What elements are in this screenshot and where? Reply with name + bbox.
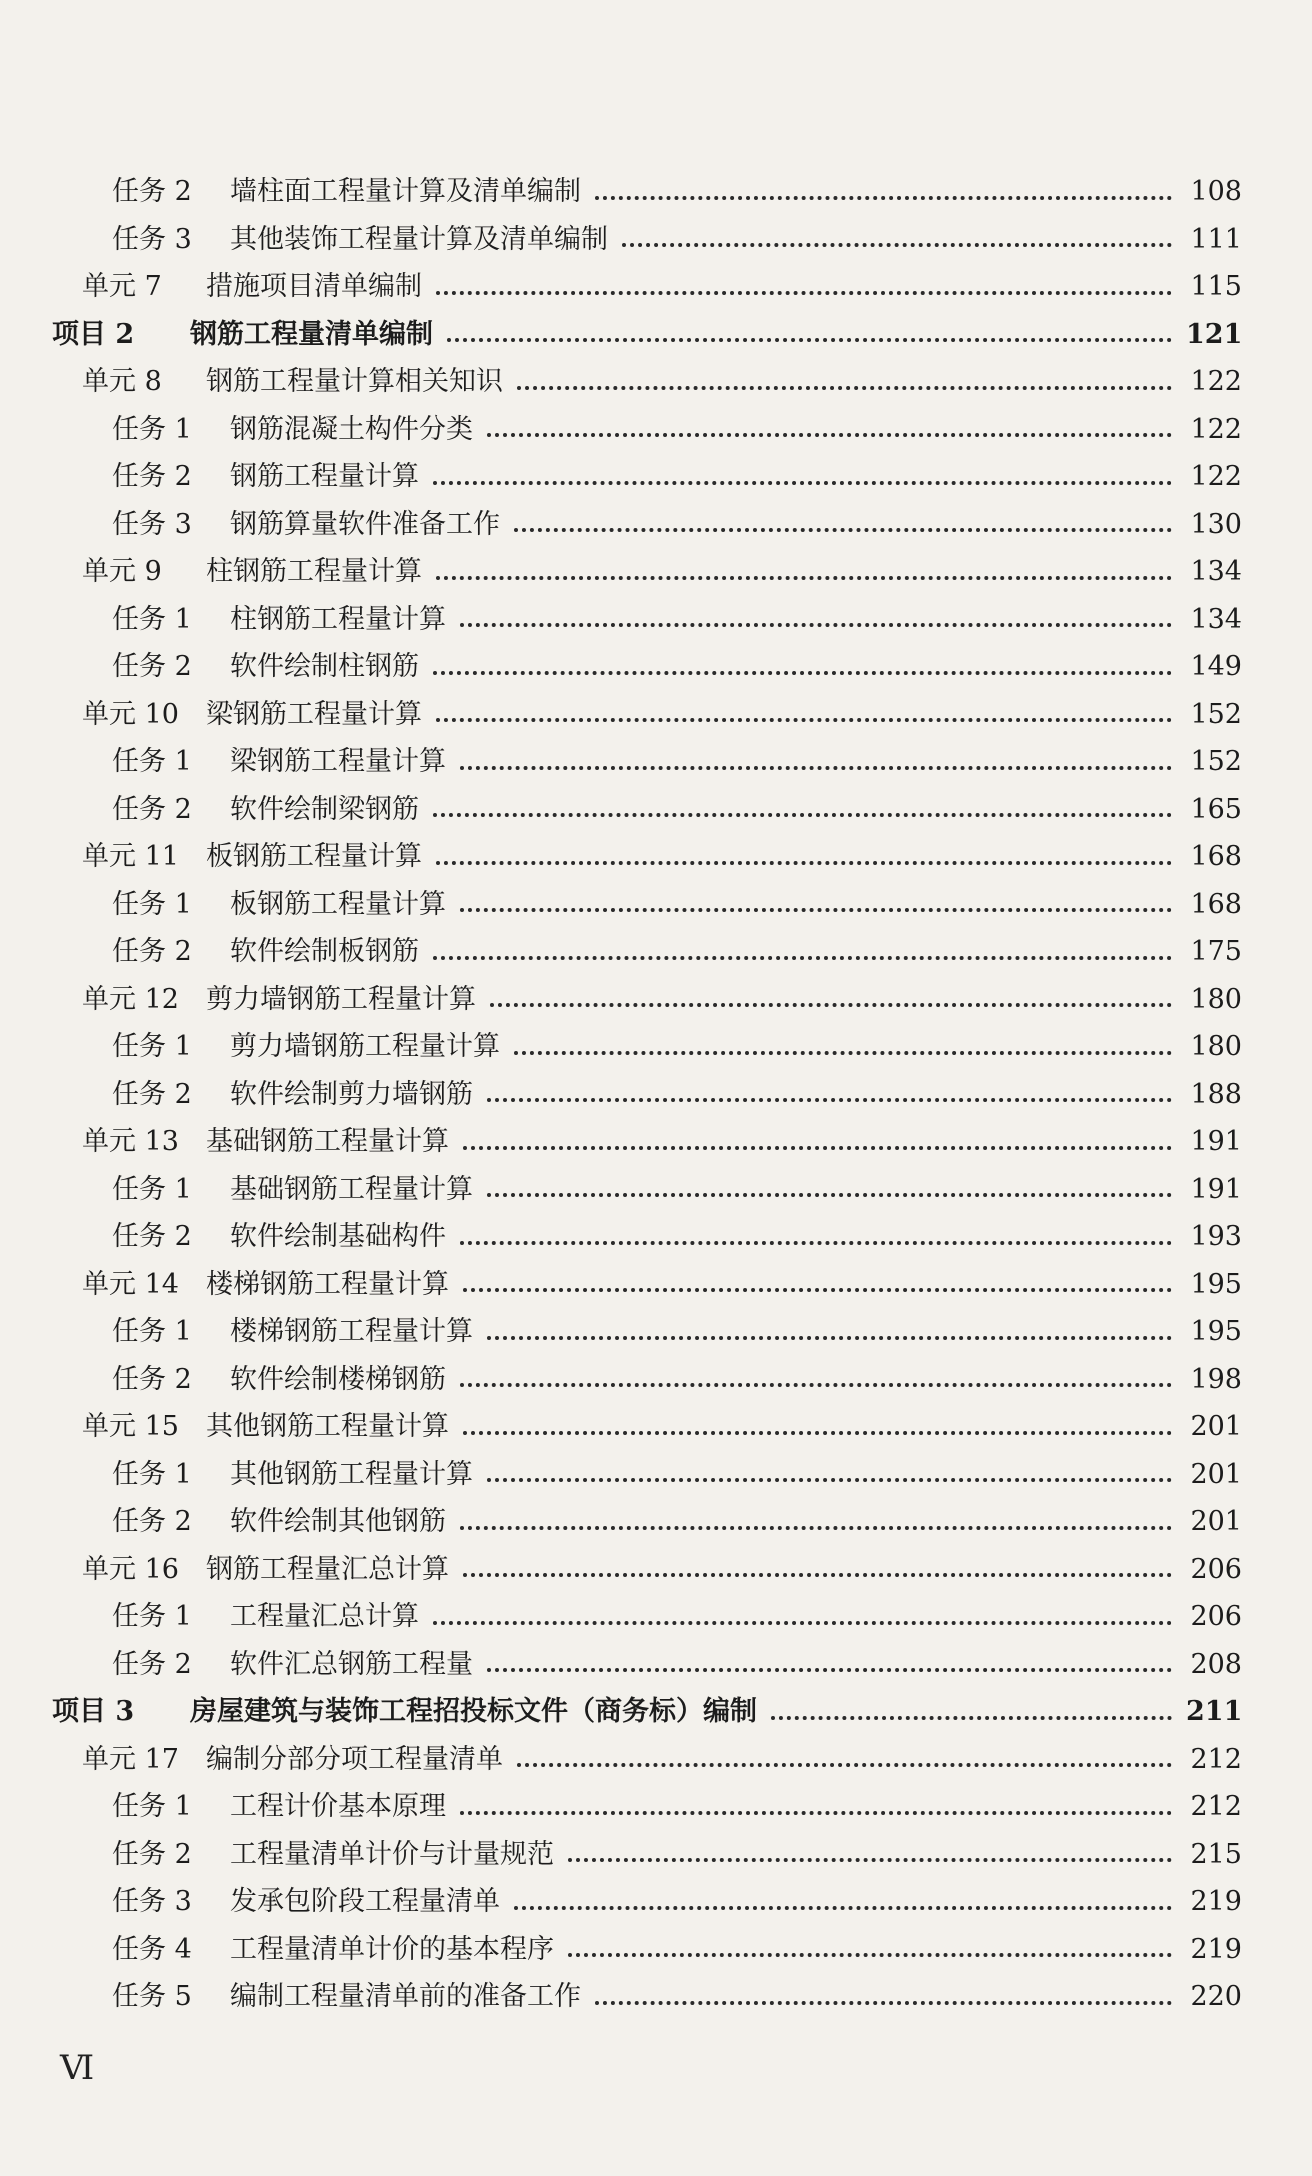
toc-entry-page-number: 188 — [1190, 1078, 1242, 1110]
dot-leader — [460, 1526, 1172, 1530]
toc-entry-unit — [0, 358, 1312, 406]
toc-entry-page-number: 122 — [1190, 413, 1242, 445]
dot-leader — [595, 196, 1172, 200]
toc-entry-title: 房屋建筑与装饰工程招投标文件（商务标）编制 — [190, 1696, 757, 1727]
toc-entry-label: 项目 2 — [52, 318, 135, 350]
toc-entry-title: 钢筋算量软件准备工作 — [230, 508, 500, 540]
toc-entry-label: 任务 2 — [112, 1838, 192, 1870]
toc-entry-task — [0, 738, 1312, 786]
toc-entry-title: 措施项目清单编制 — [206, 271, 422, 302]
toc-entry-page-number: 115 — [1190, 271, 1242, 302]
toc-entry-label: 任务 2 — [112, 1078, 192, 1110]
toc-entry-task — [0, 1498, 1312, 1546]
toc-entry-page-number: 149 — [1190, 651, 1242, 682]
toc-entry-label: 单元 14 — [82, 1268, 179, 1300]
toc-entry-label: 单元 10 — [82, 698, 179, 730]
toc-entry-label: 任务 1 — [112, 746, 192, 777]
toc-entry-task — [0, 1831, 1312, 1879]
toc-entry-label: 单元 12 — [82, 983, 179, 1015]
dot-leader — [490, 1003, 1172, 1007]
toc-entry-title: 软件绘制基础构件 — [230, 1221, 446, 1252]
toc-entry-title: 钢筋工程量计算相关知识 — [206, 366, 503, 397]
toc-entry-label: 任务 2 — [112, 1506, 192, 1537]
toc-entry-unit — [0, 548, 1312, 596]
toc-entry-task — [0, 1783, 1312, 1831]
toc-entry-title: 板钢筋工程量计算 — [230, 888, 446, 920]
toc-entry-label: 任务 3 — [112, 223, 192, 255]
dot-leader — [622, 243, 1172, 247]
toc-entry-page-number: 180 — [1190, 983, 1242, 1015]
dot-leader — [463, 1146, 1172, 1150]
dot-leader — [447, 338, 1172, 342]
toc-entry-task — [0, 1071, 1312, 1119]
toc-entry-page-number: 122 — [1190, 461, 1242, 492]
toc-entry-unit — [0, 976, 1312, 1024]
toc-entry-title: 剪力墙钢筋工程量计算 — [206, 983, 476, 1015]
toc-entry-label: 任务 2 — [112, 793, 192, 825]
toc-entry-page-number: 175 — [1190, 936, 1242, 967]
dot-leader — [463, 1288, 1172, 1292]
toc-entry-task — [0, 501, 1312, 549]
toc-entry-page-number: 195 — [1190, 1316, 1242, 1347]
dot-leader — [460, 766, 1172, 770]
dot-leader — [436, 291, 1172, 295]
toc-entry-task — [0, 1926, 1312, 1974]
toc-entry-label: 单元 8 — [82, 366, 162, 397]
toc-entry-project — [0, 311, 1312, 359]
toc-entry-label: 任务 2 — [112, 176, 192, 207]
toc-entry-unit — [0, 1546, 1312, 1594]
toc-entry-title: 软件绘制楼梯钢筋 — [230, 1363, 446, 1395]
toc-entry-label: 任务 2 — [112, 461, 192, 492]
toc-entry-label: 任务 3 — [112, 508, 192, 540]
dot-leader — [487, 1193, 1172, 1197]
toc-entry-title: 工程量汇总计算 — [230, 1601, 419, 1632]
toc-entry-page-number: 193 — [1190, 1221, 1242, 1252]
toc-entry-page-number: 201 — [1190, 1458, 1242, 1490]
toc-entry-page-number: 134 — [1190, 603, 1242, 635]
toc-entry-page-number: 152 — [1190, 698, 1242, 730]
toc-entry-title: 梁钢筋工程量计算 — [230, 746, 446, 777]
toc-entry-title: 其他钢筋工程量计算 — [230, 1458, 473, 1490]
toc-entry-task — [0, 1023, 1312, 1071]
toc-entry-task — [0, 1308, 1312, 1356]
dot-leader — [436, 718, 1172, 722]
toc-entry-unit — [0, 263, 1312, 311]
toc-entry-page-number: 122 — [1190, 366, 1242, 397]
toc-entry-unit — [0, 1403, 1312, 1451]
toc-entry-title: 钢筋工程量清单编制 — [190, 318, 433, 350]
toc-entry-task — [0, 216, 1312, 264]
dot-leader — [460, 1241, 1172, 1245]
toc-entry-page-number: 212 — [1190, 1743, 1242, 1775]
toc-entry-title: 发承包阶段工程量清单 — [230, 1886, 500, 1917]
dot-leader — [568, 1953, 1172, 1957]
toc-entry-page-number: 121 — [1186, 318, 1243, 350]
toc-entry-page-number: 201 — [1190, 1506, 1242, 1537]
toc-entry-title: 基础钢筋工程量计算 — [206, 1126, 449, 1157]
toc-entry-page-number: 195 — [1190, 1268, 1242, 1300]
toc-entry-page-number: 220 — [1190, 1981, 1242, 2012]
toc-entry-label: 任务 2 — [112, 1221, 192, 1252]
dot-leader — [568, 1858, 1172, 1862]
toc-entry-page-number: 152 — [1190, 746, 1242, 777]
dot-leader — [517, 386, 1172, 390]
toc-entry-label: 任务 1 — [112, 1173, 192, 1205]
toc-entry-title: 软件绘制剪力墙钢筋 — [230, 1078, 473, 1110]
toc-entry-task — [0, 881, 1312, 929]
toc-entry-label: 单元 17 — [82, 1743, 179, 1775]
toc-entry-page-number: 180 — [1190, 1031, 1242, 1062]
toc-entry-title: 软件绘制梁钢筋 — [230, 793, 419, 825]
toc-entry-unit — [0, 1736, 1312, 1784]
dot-leader — [463, 1573, 1172, 1577]
dot-leader — [463, 1431, 1172, 1435]
toc-entry-label: 任务 1 — [112, 603, 192, 635]
toc-entry-label: 任务 1 — [112, 1791, 192, 1822]
toc-entry-title: 编制工程量清单前的准备工作 — [230, 1981, 581, 2012]
dot-leader — [595, 2001, 1172, 2005]
toc-entry-label: 单元 16 — [82, 1553, 179, 1585]
toc-entry-page-number: 130 — [1190, 508, 1242, 540]
dot-leader — [436, 576, 1172, 580]
dot-leader — [460, 1811, 1172, 1815]
dot-leader — [433, 956, 1172, 960]
toc-entry-label: 单元 13 — [82, 1126, 179, 1157]
toc-entry-title: 基础钢筋工程量计算 — [230, 1173, 473, 1205]
toc-entry-unit — [0, 1261, 1312, 1309]
toc-entry-title: 软件绘制其他钢筋 — [230, 1506, 446, 1537]
toc-entry-title: 软件汇总钢筋工程量 — [230, 1648, 473, 1680]
toc-entry-label: 项目 3 — [52, 1696, 135, 1727]
toc-entry-task — [0, 1593, 1312, 1641]
toc-entry-title: 板钢筋工程量计算 — [206, 841, 422, 872]
toc-entry-title: 钢筋工程量汇总计算 — [206, 1553, 449, 1585]
toc-entry-page-number: 215 — [1190, 1838, 1242, 1870]
toc-entry-task — [0, 1878, 1312, 1926]
toc-entry-page-number: 198 — [1190, 1363, 1242, 1395]
dot-leader — [514, 1906, 1172, 1910]
toc-entry-label: 单元 11 — [82, 841, 179, 872]
dot-leader — [514, 1051, 1172, 1055]
toc-entry-unit — [0, 833, 1312, 881]
toc-entry-page-number: 206 — [1190, 1553, 1242, 1585]
dot-leader — [433, 1621, 1172, 1625]
toc-entry-label: 单元 15 — [82, 1411, 179, 1442]
dot-leader — [487, 1098, 1172, 1102]
toc-entry-unit — [0, 1118, 1312, 1166]
toc-entry-title: 柱钢筋工程量计算 — [206, 556, 422, 587]
table-of-contents — [0, 168, 1312, 2021]
toc-entry-page-number: 212 — [1190, 1791, 1242, 1822]
dot-leader — [517, 1763, 1172, 1767]
toc-entry-page-number: 168 — [1190, 888, 1242, 920]
toc-entry-task — [0, 1356, 1312, 1404]
toc-entry-title: 剪力墙钢筋工程量计算 — [230, 1031, 500, 1062]
toc-entry-title: 工程量清单计价的基本程序 — [230, 1933, 554, 1965]
toc-entry-label: 任务 5 — [112, 1981, 192, 2012]
dot-leader — [771, 1716, 1172, 1720]
toc-entry-page-number: 201 — [1190, 1411, 1242, 1442]
toc-entry-title: 工程量清单计价与计量规范 — [230, 1838, 554, 1870]
toc-entry-label: 任务 2 — [112, 1363, 192, 1395]
toc-entry-page-number: 165 — [1190, 793, 1242, 825]
toc-entry-title: 柱钢筋工程量计算 — [230, 603, 446, 635]
dot-leader — [487, 1478, 1172, 1482]
dot-leader — [433, 671, 1172, 675]
toc-entry-title: 楼梯钢筋工程量计算 — [230, 1316, 473, 1347]
toc-entry-label: 任务 4 — [112, 1933, 192, 1965]
toc-entry-page-number: 211 — [1186, 1696, 1243, 1727]
toc-entry-label: 任务 1 — [112, 1458, 192, 1490]
toc-entry-title: 编制分部分项工程量清单 — [206, 1743, 503, 1775]
toc-entry-page-number: 219 — [1190, 1933, 1242, 1965]
toc-entry-label: 任务 1 — [112, 888, 192, 920]
toc-entry-task — [0, 1641, 1312, 1689]
toc-entry-title: 软件绘制板钢筋 — [230, 936, 419, 967]
toc-entry-task — [0, 1451, 1312, 1499]
toc-entry-task — [0, 596, 1312, 644]
toc-entry-label: 任务 1 — [112, 1601, 192, 1632]
toc-entry-task — [0, 1166, 1312, 1214]
dot-leader — [460, 623, 1172, 627]
toc-entry-page-number: 134 — [1190, 556, 1242, 587]
toc-entry-label: 任务 3 — [112, 1886, 192, 1917]
toc-entry-task — [0, 928, 1312, 976]
dot-leader — [436, 861, 1172, 865]
toc-entry-task — [0, 168, 1312, 216]
toc-entry-task — [0, 453, 1312, 501]
toc-entry-task — [0, 1973, 1312, 2021]
dot-leader — [433, 481, 1172, 485]
toc-entry-label: 任务 1 — [112, 1031, 192, 1062]
dot-leader — [514, 528, 1172, 532]
toc-entry-page-number: 206 — [1190, 1601, 1242, 1632]
page-number-footer: Ⅵ — [60, 2048, 96, 2088]
toc-entry-task — [0, 1213, 1312, 1261]
toc-entry-page-number: 208 — [1190, 1648, 1242, 1680]
toc-entry-page-number: 111 — [1190, 223, 1242, 255]
toc-entry-task — [0, 643, 1312, 691]
toc-entry-task — [0, 786, 1312, 834]
toc-entry-page-number: 168 — [1190, 841, 1242, 872]
toc-entry-page-number: 108 — [1190, 176, 1242, 207]
toc-entry-label: 任务 2 — [112, 936, 192, 967]
dot-leader — [487, 1336, 1172, 1340]
dot-leader — [487, 433, 1172, 437]
toc-entry-label: 任务 2 — [112, 1648, 192, 1680]
toc-entry-task — [0, 406, 1312, 454]
toc-entry-page-number: 191 — [1190, 1126, 1242, 1157]
toc-entry-title: 梁钢筋工程量计算 — [206, 698, 422, 730]
toc-entry-label: 任务 1 — [112, 1316, 192, 1347]
toc-entry-title: 钢筋工程量计算 — [230, 461, 419, 492]
toc-entry-title: 其他装饰工程量计算及清单编制 — [230, 223, 608, 255]
dot-leader — [460, 908, 1172, 912]
toc-entry-label: 任务 1 — [112, 413, 192, 445]
toc-entry-label: 任务 2 — [112, 651, 192, 682]
dot-leader — [487, 1668, 1172, 1672]
toc-entry-project — [0, 1688, 1312, 1736]
toc-entry-page-number: 191 — [1190, 1173, 1242, 1205]
toc-entry-label: 单元 9 — [82, 556, 162, 587]
toc-entry-unit — [0, 691, 1312, 739]
dot-leader — [460, 1383, 1172, 1387]
toc-entry-title: 工程计价基本原理 — [230, 1791, 446, 1822]
toc-entry-title: 软件绘制柱钢筋 — [230, 651, 419, 682]
toc-entry-label: 单元 7 — [82, 271, 162, 302]
dot-leader — [433, 813, 1172, 817]
toc-entry-page-number: 219 — [1190, 1886, 1242, 1917]
toc-entry-title: 墙柱面工程量计算及清单编制 — [230, 176, 581, 207]
toc-entry-title: 楼梯钢筋工程量计算 — [206, 1268, 449, 1300]
toc-entry-title: 其他钢筋工程量计算 — [206, 1411, 449, 1442]
toc-entry-title: 钢筋混凝土构件分类 — [230, 413, 473, 445]
